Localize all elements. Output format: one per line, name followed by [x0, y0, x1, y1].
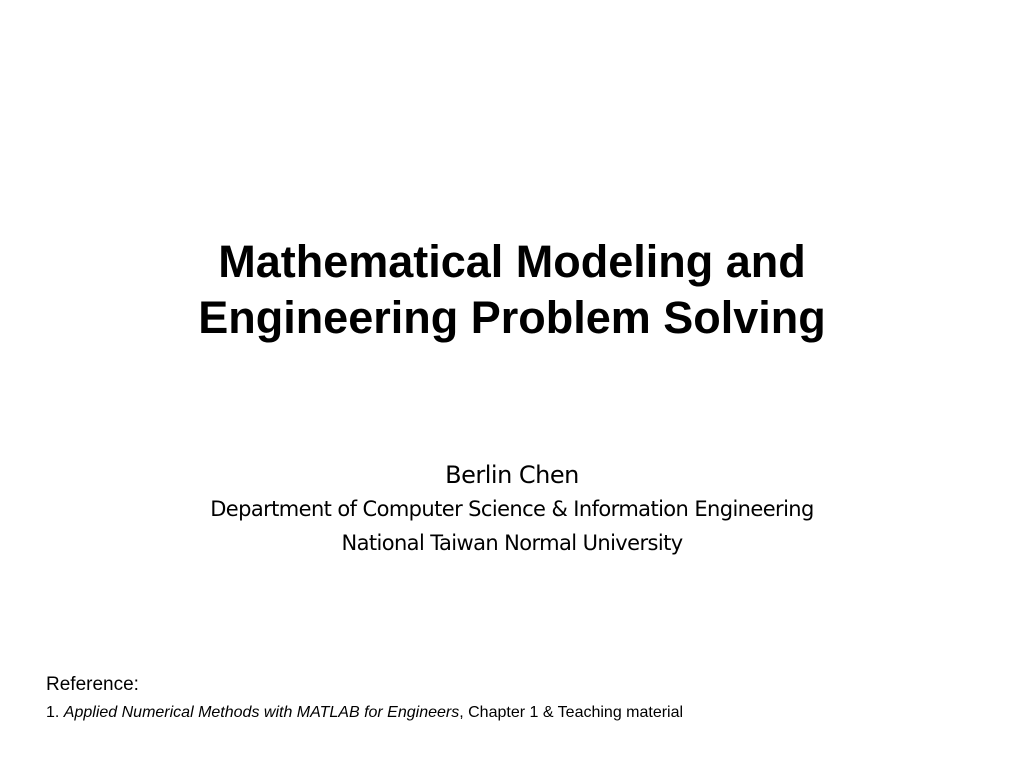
reference-book-title: Applied Numerical Methods with MATLAB for Engineers: [63, 704, 460, 721]
title-line-2: Engineering Problem Solving: [198, 292, 826, 343]
title-line-1: Mathematical Modeling and: [218, 236, 806, 287]
author-department: Department of Computer Science & Information Engineering: [210, 497, 814, 521]
reference-section: [46, 673, 683, 723]
reference-item: [46, 703, 683, 723]
author-block: [0, 458, 1024, 560]
slide-title: [0, 234, 1024, 346]
author-name: Berlin Chen: [445, 461, 579, 489]
reference-heading: Reference:: [46, 674, 139, 695]
reference-item-number: 1.: [46, 704, 64, 721]
reference-item-suffix: , Chapter 1 & Teaching material: [459, 704, 684, 721]
author-university: National Taiwan Normal University: [341, 531, 683, 555]
